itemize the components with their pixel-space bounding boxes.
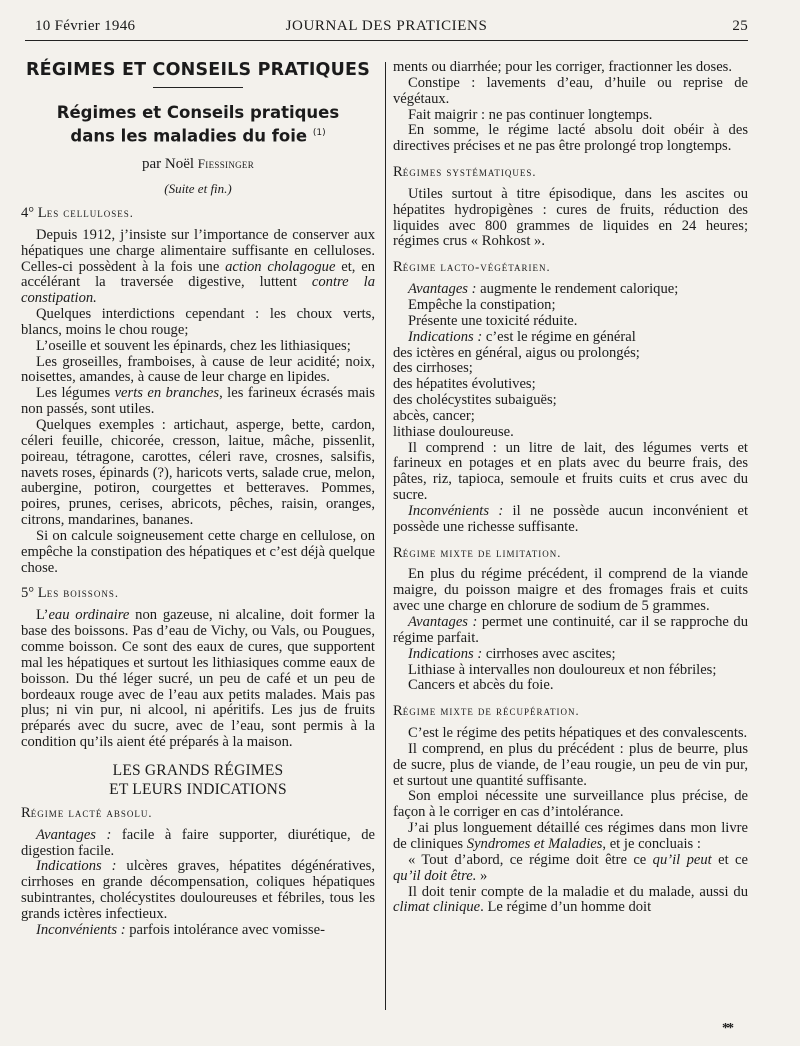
paragraph: Lithiase à intervalles non douloureux et non fébriles; [408, 661, 717, 678]
section-title: RÉGIMES ET CONSEILS PRATIQUES [25, 60, 371, 80]
section-heading-systematiques: Régimes systématiques. [393, 164, 537, 181]
section-heading-lacte-absolu: Régime lacté absolu. [21, 804, 153, 821]
paragraph: ments ou diarrhée; pour les corriger, fractionner les doses. [393, 59, 733, 75]
section-heading-mixte-limitation: Régime mixte de limitation. [393, 544, 562, 561]
issue-date: 10 Février 1946 [35, 18, 136, 34]
paragraph: Inconvénients : parfois intolérance avec vomisse- [36, 921, 325, 938]
footnote-marker: (1) [312, 127, 326, 138]
paragraph: Empêche la constipation; [408, 296, 556, 313]
header-rule [25, 40, 748, 41]
paragraph: Présente une toxicité réduite. [408, 312, 578, 329]
running-header [25, 14, 748, 40]
paragraph: Les groseilles, framboises, à cause de leur acidité; noix, noisettes, amandes, à cause de leur charge en lipides. [21, 353, 375, 386]
list-item: des hépatites évolutives; [393, 376, 536, 393]
author-line [21, 156, 375, 173]
paragraph: Il comprend, en plus du précédent : plus de beurre, plus de sucre, plus de viande, de l’eau rougie, un peu de vin pur, et surtout une quantité suffisante. [393, 740, 748, 789]
paragraph: Fait maigrir : ne pas continuer longtemps. [408, 106, 653, 123]
journal-title: JOURNAL DES PRATICIENS [285, 18, 488, 34]
paragraph: C’est le régime des petits hépatiques et des convalescents. [408, 725, 748, 742]
paragraph: Constipe : lavements d’eau, d’huile ou reprise de végétaux. [393, 74, 748, 107]
paragraph: Les légumes verts en branches, les farineux écrasés mais non passés, sont utiles. [21, 385, 375, 418]
list-item: des ictères en général, aigus ou prolongés; [393, 344, 640, 361]
paragraph: Quelques interdictions cependant : les choux verts, blancs, moins le chou rouge; [21, 306, 375, 338]
continuation-stars: ** [722, 1021, 732, 1036]
paragraph: Indications : ulcères graves, hépatites dégénératives, cirrhoses en grande décompensation, coliques hépatiques subintrantes, cholécystites douloureuses et fébriles, tous les grands ictères infectieux. [21, 858, 375, 922]
list-item: abcès, cancer; [393, 407, 475, 424]
article-title [21, 102, 375, 147]
column-divider [385, 62, 386, 1010]
article-title-line-2: dans les maladies du foie [70, 126, 308, 146]
paragraph: Cancers et abcès du foie. [408, 677, 554, 694]
right-column [393, 60, 748, 916]
paragraph: Utiles surtout à titre épisodique, dans les ascites ou hépatites hydropigènes : cures de fruits, réduction des liquides avec 800 grammes de liquides en 24 heures; régimes crus « Rohkost ». [393, 185, 748, 250]
list-item: des cirrhoses; [393, 360, 473, 377]
paragraph: Si on calcule soigneusement cette charge en cellulose, on empêche la constipation des hépatiques et c’est déjà quelque chose. [21, 527, 375, 576]
paragraph: Indications : c’est le régime en général [408, 328, 636, 345]
paragraph: Son emploi nécessite une surveillance plus précise, de façon à le corriger en cas d’intolérance. [393, 788, 748, 821]
paragraph: Indications : cirrhoses avec ascites; [408, 645, 616, 662]
list-item: lithiase douloureuse. [393, 423, 514, 440]
section-heading-mixte-recuperation: Régime mixte de récupération. [393, 703, 580, 720]
paragraph: Inconvénients : il ne possède aucun inconvénient et possède une richesse suffisante. [393, 502, 748, 535]
page-number: 25 [732, 18, 748, 34]
paragraph: En somme, le régime lacté absolu doit obéir à des directives précises et ne pas être prolongé trop longtemps. [393, 122, 748, 155]
quotation: « Tout d’abord, ce régime doit être ce qu’il peut et ce qu’il doit être. » [393, 851, 748, 884]
section-heading-celluloses: 4° Les celluloses. [21, 205, 134, 222]
paragraph: Il doit tenir compte de la maladie et du malade, aussi du climat clinique. Le régime d’un homme doit [393, 883, 748, 916]
paragraph: Avantages : permet une continuité, car il se rapproche du régime parfait. [393, 614, 748, 646]
section-heading-lacto-vegetarien: Régime lacto-végétarien. [393, 259, 551, 276]
paragraph: Il comprend : un litre de lait, des légumes verts et farineux en potages et en plats avec du beurre frais, des pâtes, riz, tapioca, semoule et fruits cuits et crus avec du sucre. [393, 439, 748, 504]
major-heading: LES GRANDS RÉGIMES ET LEURS INDICATIONS [109, 761, 287, 798]
paragraph: Quelques exemples : artichaut, asperge, bette, cardon, céleri feuille, chicorée, cresson, laitue, mâche, pissenlit, poireau, tétragone, carottes, céleri rave, crosnes, salsifis, navets roses, épinards (?), haricots verts, salade crue, melon, aubergine, potiron, courgettes et betteraves. Pommes, poires, prunes, cerises, abricots, pêches, raisin, oranges, citrons, mandarines, bananes. [21, 417, 375, 529]
continuation-note: (Suite et fin.) [164, 181, 232, 197]
list-item: des cholécystites subaiguës; [393, 392, 557, 409]
title-rule [153, 87, 243, 88]
paragraph: Depuis 1912, j’insiste sur l’importance de conserver aux hépatiques une charge alimentaire suffisante en celluloses. Celles-ci possèdent à la fois une action cholagogue et, en accélérant la traversée digestive, luttent contre la constipation. [21, 226, 375, 307]
paragraph: Avantages : facile à faire supporter, diurétique, de digestion facile. [21, 826, 375, 859]
paragraph: En plus du régime précédent, il comprend de la viande maigre, du poisson maigre et des fromages frais et cuits avec une charge en chlorure de sodium de 5 grammes. [393, 566, 748, 615]
author-name: Fiessinger [197, 156, 255, 172]
article-title-line-1: Régimes et Conseils pratiques [56, 102, 340, 122]
paragraph: Avantages : augmente le rendement calorique; [408, 281, 679, 298]
section-heading-boissons: 5° Les boissons. [21, 585, 119, 602]
paragraph: J’ai plus longuement détaillé ces régimes dans mon livre de cliniques Syndromes et Maladies, et je concluais : [393, 820, 748, 852]
paragraph: L’oseille et souvent les épinards, chez les lithiasiques; [36, 337, 351, 354]
left-column [21, 60, 375, 939]
author-prefix: par Noël [141, 156, 195, 173]
paragraph: L’eau ordinaire non gazeuse, ni alcaline, doit former la base des boissons. Pas d’eau de Vichy, ou Vals, ou Pougues, comme boisson. Ce sont des eaux de cures, que supportent mal les hépatiques et surtout les lithiasiques comme eaux de boisson. Du thé léger sucré, un peu de café et un peu de bordeaux rouge avec de l’eau aux petits malades. Mais pas plus; ni vin pur, ni alcool, ni apéritifs. Les jus de fruits préparés avec du sucre, avec de l’eau, sont permis à la condition qu’ils aient été préparés à la maison. [21, 607, 375, 751]
